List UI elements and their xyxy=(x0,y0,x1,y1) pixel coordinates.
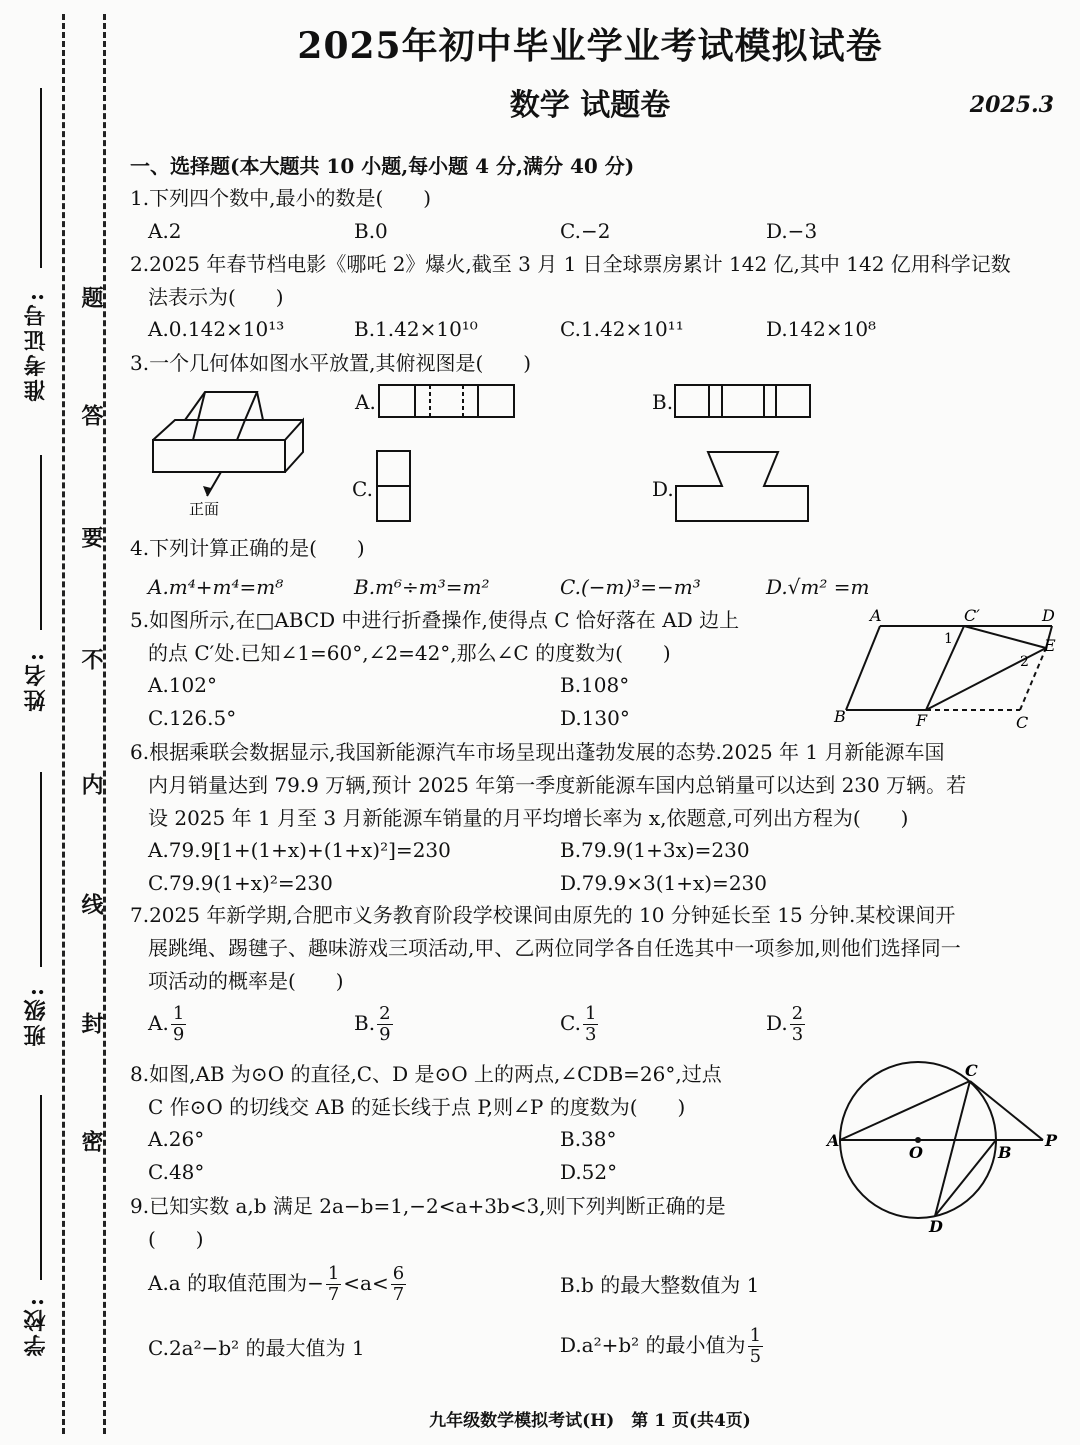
q8-point-label: C xyxy=(965,1061,978,1080)
q8-point-label: P xyxy=(1045,1131,1058,1150)
question-6-stem: 6.根据乘联会数据显示,我国新能源汽车市场呈现出蓬勃发展的态势.2025 年 1 月新能源车国 xyxy=(130,740,945,764)
q6-option-c: C.79.9(1+x)²=230 xyxy=(148,871,333,895)
q3-option-d-figure xyxy=(674,450,814,524)
q7-option-d: D. $\frac{2}{3}$ xyxy=(766,1003,804,1045)
seal-char: 内 xyxy=(78,773,104,795)
q5-option-c: C.126.5° xyxy=(148,706,237,730)
question-5-stem: 的点 C′处.已知∠1=60°,∠2=42°,那么∠C 的度数为( ) xyxy=(148,641,671,665)
q5-angle-label: 2 xyxy=(1020,654,1029,670)
q5-option-b: B.108° xyxy=(560,673,630,697)
q3-option-c-figure xyxy=(376,450,412,524)
question-5-stem: 5.如图所示,在□ABCD 中进行折叠操作,使得点 C 恰好落在 AD 边上 xyxy=(130,608,740,632)
question-6-stem: 内月销量达到 79.9 万辆,预计 2025 年第一季度新能源车国内总销量可以达到 230 万辆。若 xyxy=(148,773,967,797)
page-footer: 九年级数学模拟考试(H) 第 1 页(共4页) xyxy=(429,1411,751,1431)
side-underline xyxy=(40,455,42,630)
q4-option-d: D.√m² =m xyxy=(766,575,870,599)
q2-option-c: C.1.42×10¹¹ xyxy=(560,317,684,341)
question-6-stem: 设 2025 年 1 月至 3 月新能源车销量的月平均增长率为 x,依题意,可列出方程为( ) xyxy=(148,806,909,830)
seal-char: 不 xyxy=(78,648,104,670)
q9-option-a: A.a 的取值范围为− $\frac{1}{7}$ <a< $\frac{6}{7}$ xyxy=(148,1263,405,1305)
q5-point-label: F xyxy=(916,711,928,730)
question-2-stem: 2.2025 年春节档电影《哪吒 2》爆火,截至 3 月 1 日全球票房累计 142 亿,其中 142 亿用科学记数 xyxy=(130,252,1011,276)
q1-option-d: D.−3 xyxy=(766,219,818,243)
question-7-stem: 项活动的概率是( ) xyxy=(148,969,344,993)
question-8-stem: 8.如图,AB 为⊙O 的直径,C、D 是⊙O 上的两点,∠CDB=26°,过点 xyxy=(130,1062,722,1086)
q5-point-label: C′ xyxy=(964,606,980,625)
exam-subtitle: 数学 试题卷 xyxy=(509,88,671,123)
side-underline xyxy=(40,1095,42,1280)
side-underline xyxy=(40,772,42,967)
q4-option-a: A.m⁴+m⁴=m⁸ xyxy=(148,575,284,599)
q5-option-a: A.102° xyxy=(148,673,217,697)
q5-parallelogram-figure xyxy=(830,604,1070,734)
question-9-stem: ( ) xyxy=(148,1227,204,1251)
q2-option-d: D.142×10⁸ xyxy=(766,317,877,341)
question-9-stem: 9.已知实数 a,b 满足 2a−b=1,−2<a+3b<3,则下列判断正确的是 xyxy=(130,1194,726,1218)
q8-option-b: B.38° xyxy=(560,1127,617,1151)
q8-point-label: B xyxy=(998,1143,1012,1162)
q3-option-b: B. xyxy=(652,390,674,414)
q1-option-c: C.−2 xyxy=(560,219,611,243)
q3-option-b-figure xyxy=(674,384,814,420)
q5-option-d: D.130° xyxy=(560,706,630,730)
q6-option-b: B.79.9(1+3x)=230 xyxy=(560,838,750,862)
q1-option-b: B.0 xyxy=(354,219,388,243)
q3-front-label: 正面 xyxy=(189,500,220,518)
q3-option-c: C. xyxy=(352,477,373,501)
name-label: 姓名: xyxy=(23,650,49,712)
q5-point-label: C xyxy=(1016,713,1029,732)
q5-point-label: A xyxy=(870,606,882,625)
q9-option-d: D.a²+b² 的最小值为 $\frac{1}{5}$ xyxy=(560,1325,762,1367)
seal-char: 题 xyxy=(78,286,104,308)
q9-option-c: C.2a²−b² 的最大值为 1 xyxy=(148,1336,365,1360)
seal-char: 密 xyxy=(78,1130,104,1152)
question-8-stem: C 作⊙O 的切线交 AB 的延长线于点 P,则∠P 的度数为( ) xyxy=(148,1095,686,1119)
question-3-stem: 3.一个几何体如图水平放置,其俯视图是( ) xyxy=(130,351,532,375)
question-4-stem: 4.下列计算正确的是( ) xyxy=(130,536,365,560)
exam-date: 2025.3 xyxy=(969,92,1054,118)
q8-point-label: D xyxy=(929,1217,943,1236)
q7-option-b: B. $\frac{2}{9}$ xyxy=(354,1003,391,1045)
q5-point-label: D xyxy=(1042,606,1055,625)
q5-point-label: E xyxy=(1044,636,1056,655)
q8-point-label: O xyxy=(909,1143,923,1162)
q5-point-label: B xyxy=(834,707,846,726)
binding-dashed-line xyxy=(103,14,106,1434)
q2-option-a: A.0.142×10¹³ xyxy=(148,317,285,341)
q7-option-c: C. $\frac{1}{3}$ xyxy=(560,1003,597,1045)
q2-option-b: B.1.42×10¹⁰ xyxy=(354,317,478,341)
exam-id-label: 准考证号: xyxy=(23,290,49,402)
question-1-stem: 1.下列四个数中,最小的数是( ) xyxy=(130,186,432,210)
q8-option-c: C.48° xyxy=(148,1160,205,1184)
section-header: 一、选择题(本大题共 10 小题,每小题 4 分,满分 40 分) xyxy=(130,154,635,178)
seal-char: 答 xyxy=(78,404,104,426)
school-label: 学校: xyxy=(23,1295,49,1357)
q5-angle-label: 1 xyxy=(944,631,953,647)
exam-title: 2025年初中毕业学业考试模拟试卷 xyxy=(297,25,883,67)
q3-option-a: A. xyxy=(355,390,376,414)
q9-option-b: B.b 的最大整数值为 1 xyxy=(560,1273,760,1297)
seal-char: 线 xyxy=(78,893,104,915)
q3-solid-figure xyxy=(145,380,315,520)
question-7-stem: 展跳绳、踢毽子、趣味游戏三项活动,甲、乙两位同学各自任选其中一项参加,则他们选择同一 xyxy=(148,936,961,960)
q6-option-d: D.79.9×3(1+x)=230 xyxy=(560,871,767,895)
seal-char: 封 xyxy=(78,1012,104,1034)
question-2-stem: 法表示为( ) xyxy=(148,285,284,309)
q1-option-a: A.2 xyxy=(148,219,182,243)
q8-point-label: A xyxy=(827,1131,840,1150)
q6-option-a: A.79.9[1+(1+x)+(1+x)²]=230 xyxy=(148,838,451,862)
q3-option-a-figure xyxy=(378,384,518,420)
q8-option-a: A.26° xyxy=(148,1127,205,1151)
q4-option-b: B.m⁶÷m³=m² xyxy=(354,575,490,599)
q8-option-d: D.52° xyxy=(560,1160,618,1184)
binding-dashed-line xyxy=(62,14,65,1434)
question-7-stem: 7.2025 年新学期,合肥市义务教育阶段学校课间由原先的 10 分钟延长至 15 分钟.某校课间开 xyxy=(130,903,956,927)
q4-option-c: C.(−m)³=−m³ xyxy=(560,575,701,599)
q3-option-d: D. xyxy=(652,477,674,501)
class-label: 班级: xyxy=(23,985,49,1047)
seal-char: 要 xyxy=(78,526,104,548)
q7-option-a: A. $\frac{1}{9}$ xyxy=(148,1003,185,1045)
q8-circle-figure xyxy=(825,1058,1065,1238)
